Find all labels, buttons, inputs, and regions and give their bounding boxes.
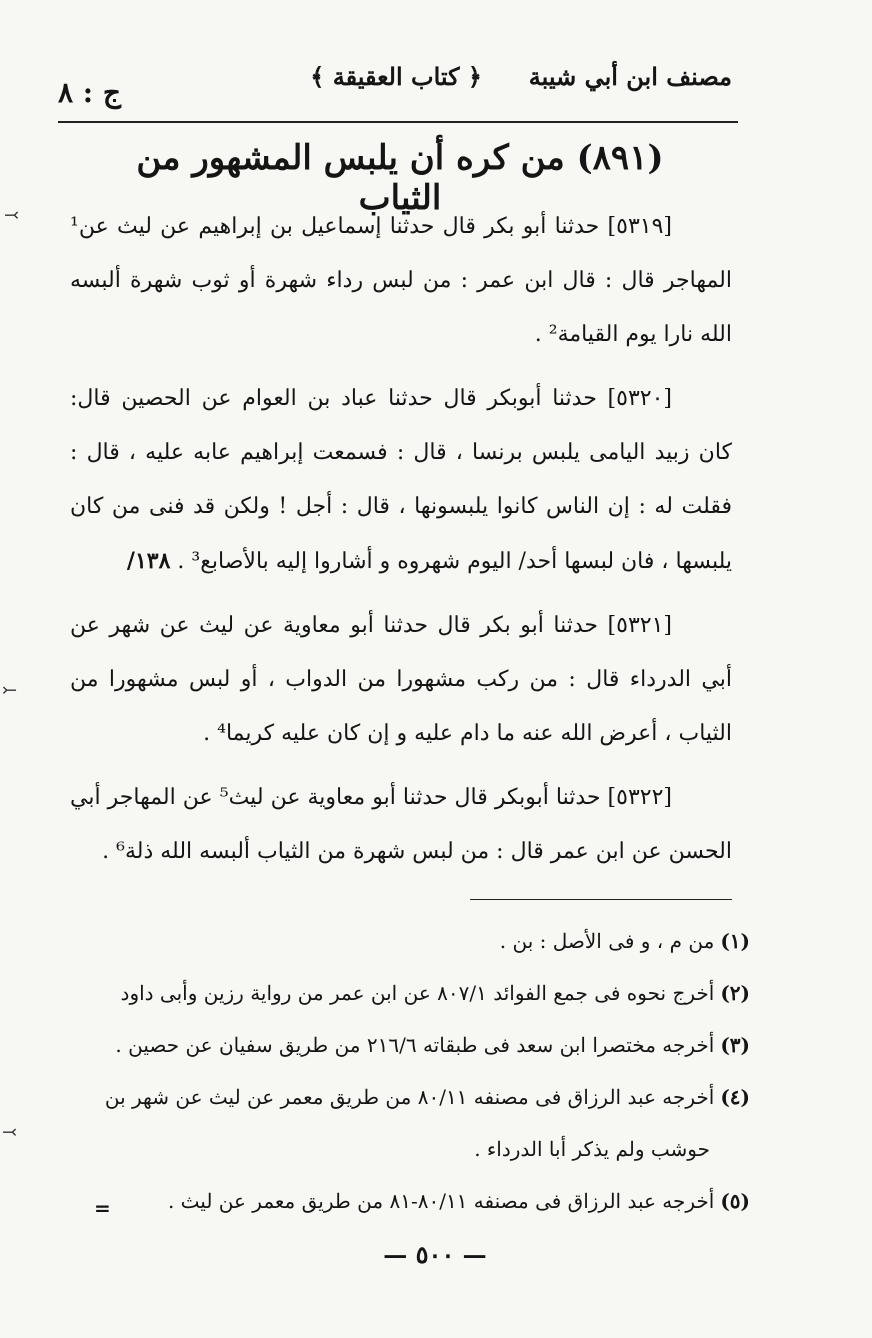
footnote-number: (٥) <box>720 1189 750 1213</box>
hadith-paragraph <box>70 200 732 362</box>
hadith-paragraph <box>70 771 732 879</box>
footnote <box>90 915 750 967</box>
end-mark: = <box>94 1196 111 1220</box>
footnote <box>90 1071 750 1123</box>
footnote-divider <box>470 899 732 900</box>
hadith-paragraph <box>70 372 732 589</box>
footnote <box>90 1175 750 1227</box>
hadith-text: [٥٣٢٠] حدثنا أبوبكر قال حدثنا عباد بن العوام عن الحصين قال: كان زبيد اليامى يلبس برنسا ، قال : فسمعت إبراهيم عابه عليه ، قال : فقلت له : إن الناس كانوا يلبسونها ، قال : أجل ! ولكن قد فنى من كان يلبسها ، فان لبسها أحد/ اليوم شهروه و أشاروا إليه بالأصابع³ . <box>70 386 732 574</box>
page-number: — ٥٠٠ — <box>383 1240 487 1269</box>
margin-tick-mark: ⤙ <box>4 205 20 226</box>
footnote-text: أخرجه عبد الرزاق فى مصنفه ٨٠/١١-٨١ من طريق معمر عن ليث . <box>167 1189 715 1213</box>
manuscript-page-marker: ١٣٨/ <box>126 548 171 574</box>
chapter-title: (٨٩١) من كره أن يلبس المشهور من الثياب <box>136 138 664 218</box>
main-text <box>70 200 732 889</box>
section-title: ﴿ كتاب العقيقة ﴾ <box>310 62 482 91</box>
footnote <box>90 967 750 1019</box>
footnote <box>90 1019 750 1071</box>
margin-tick-mark: ⤚ <box>2 680 18 701</box>
footnote-number: (١) <box>720 929 750 953</box>
footnote-continuation: حوشب ولم يذكر أبا الدرداء . <box>474 1137 710 1161</box>
book-title: مصنف ابن أبي شيبة <box>528 62 732 91</box>
header-divider <box>58 121 738 123</box>
running-header <box>58 58 732 118</box>
hadith-text: [٥٣٢١] حدثنا أبو بكر قال حدثنا أبو معاوية عن ليث عن شهر عن أبي الدرداء قال : من ركب مشهورا من الدواب ، أو لبس مشهورا من الثياب ، أعرض الله عنه ما دام عليه و إن كان عليه كريما⁴ . <box>70 613 732 746</box>
footnote-text: أخرج نحوه فى جمع الفوائد ٨٠٧/١ عن ابن عمر من رواية رزين وأبى داود <box>120 981 715 1005</box>
footnote-text: أخرجه عبد الرزاق فى مصنفه ٨٠/١١ من طريق معمر عن ليث عن شهر بن <box>104 1085 715 1109</box>
hadith-text: [٥٣٢٢] حدثنا أبوبكر قال حدثنا أبو معاوية عن ليث⁵ عن المهاجر أبي الحسن عن ابن عمر قال : من لبس شهرة من الثياب ألبسه الله ذلة⁶ . <box>70 785 732 864</box>
margin-tick-mark: ⤙ <box>2 1122 18 1143</box>
footnote-number: (٤) <box>720 1085 750 1109</box>
footnotes <box>90 915 750 1227</box>
hadith-paragraph <box>70 599 732 761</box>
footnote-text: أخرجه مختصرا ابن سعد فى طبقاته ٢١٦/٦ من طريق سفيان عن حصين . <box>115 1033 715 1057</box>
footnote-number: (٣) <box>720 1033 750 1057</box>
volume-number: ج : ٨ <box>58 76 121 109</box>
footnote-number: (٢) <box>720 981 750 1005</box>
footnote-text: من م ، و فى الأصل : بن . <box>499 929 715 953</box>
hadith-text: [٥٣١٩] حدثنا أبو بكر قال حدثنا إسماعيل بن إبراهيم عن ليث عن¹ المهاجر قال : قال ابن عمر : من لبس رداء شهرة أو ثوب شهرة ألبسه الله نارا يوم القيامة² . <box>70 214 732 347</box>
